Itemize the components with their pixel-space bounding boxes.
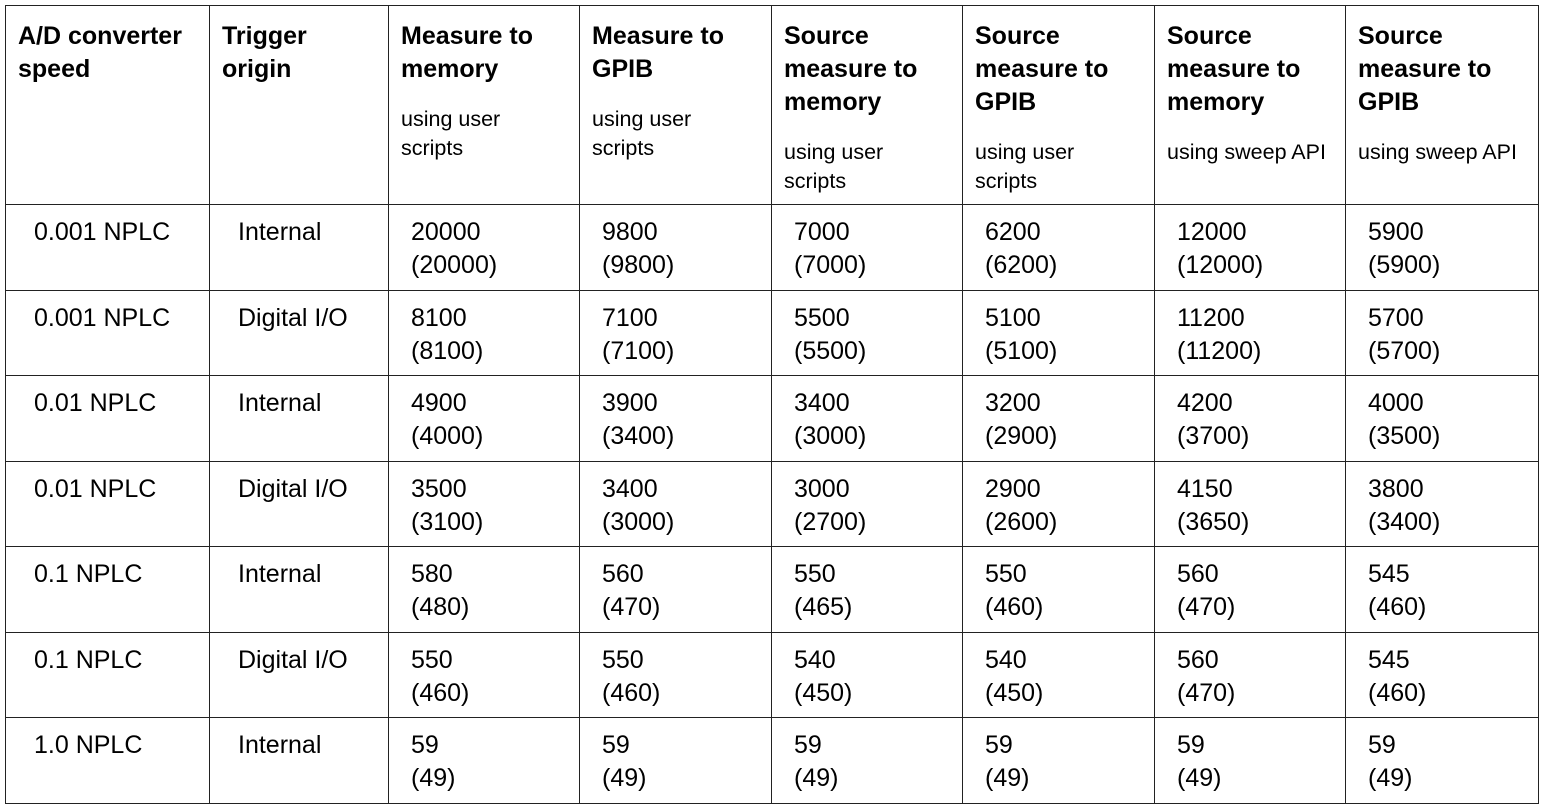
header-title: Measure to memory — [401, 22, 533, 83]
rate-value: 59 — [1368, 731, 1396, 759]
cell-rate — [389, 632, 580, 718]
cell-ad-speed: 0.1 NPLC — [6, 547, 210, 633]
rate-value: 11200 — [1177, 303, 1245, 332]
cell-rate — [1346, 547, 1539, 633]
header-subtitle: using user scripts — [401, 107, 501, 160]
rate-value-alt: (3500) — [1368, 422, 1441, 450]
cell-rate — [580, 290, 772, 376]
cell-rate — [1155, 205, 1346, 291]
rate-value: 4900 — [411, 389, 467, 417]
rate-value: 545 — [1368, 560, 1410, 588]
cell-rate — [963, 461, 1155, 547]
cell-rate — [963, 718, 1155, 804]
rate-value-alt: (6200) — [985, 251, 1058, 279]
rate-value-alt: (9800) — [602, 251, 675, 279]
rate-value-alt: (3000) — [794, 422, 867, 450]
rate-value-alt: (5700) — [1368, 336, 1441, 365]
cell-rate — [772, 290, 963, 376]
cell-rate — [580, 547, 772, 633]
header-subtitle: using sweep API — [1358, 140, 1517, 164]
cell-ad-speed: 0.001 NPLC — [6, 290, 210, 376]
header-subtitle: using user scripts — [592, 107, 692, 160]
rate-value-alt: (7000) — [794, 251, 867, 279]
cell-rate — [963, 632, 1155, 718]
rate-value-alt: (3100) — [411, 507, 484, 536]
header-trigger-origin — [210, 6, 389, 205]
rate-value: 2900 — [985, 474, 1041, 503]
cell-rate — [389, 205, 580, 291]
cell-trigger-origin: Internal — [210, 376, 389, 462]
rate-value: 580 — [411, 560, 453, 588]
cell-rate — [963, 205, 1155, 291]
cell-rate — [1346, 290, 1539, 376]
rate-value: 4150 — [1177, 474, 1233, 503]
header-ad-speed — [6, 6, 210, 205]
rate-value: 59 — [1177, 731, 1205, 759]
rate-value-alt: (5900) — [1368, 251, 1441, 279]
rate-value: 550 — [602, 645, 644, 674]
rate-value-alt: (465) — [794, 593, 853, 621]
cell-rate — [1155, 547, 1346, 633]
cell-rate — [772, 547, 963, 633]
speed-table — [5, 5, 1539, 804]
cell-rate — [963, 547, 1155, 633]
cell-rate — [772, 205, 963, 291]
rate-value-alt: (460) — [985, 593, 1044, 621]
rate-value: 540 — [794, 645, 836, 674]
rate-value: 550 — [794, 560, 836, 588]
rate-value-alt: (480) — [411, 593, 470, 621]
cell-rate — [580, 376, 772, 462]
table-row — [6, 632, 1539, 718]
table-row — [6, 547, 1539, 633]
table-header — [6, 6, 1539, 205]
cell-rate — [389, 718, 580, 804]
cell-rate — [772, 718, 963, 804]
rate-value: 59 — [602, 731, 630, 759]
cell-rate — [772, 376, 963, 462]
cell-rate — [1155, 718, 1346, 804]
cell-trigger-origin: Internal — [210, 718, 389, 804]
rate-value-alt: (11200) — [1177, 336, 1262, 365]
rate-value-alt: (460) — [1368, 593, 1427, 621]
rate-value: 7000 — [794, 218, 850, 246]
header-title: Source measure to GPIB — [1358, 22, 1492, 116]
rate-value-alt: (49) — [1177, 764, 1222, 792]
cell-rate — [772, 632, 963, 718]
header-subtitle: using sweep API — [1167, 140, 1326, 164]
table-row — [6, 461, 1539, 547]
cell-rate — [963, 290, 1155, 376]
header-source-measure-to-memory-sweep — [1155, 6, 1346, 205]
rate-value-alt: (470) — [602, 593, 661, 621]
header-title: Measure to GPIB — [592, 22, 724, 83]
rate-value-alt: (49) — [411, 764, 456, 792]
cell-trigger-origin: Digital I/O — [210, 632, 389, 718]
rate-value-alt: (450) — [985, 678, 1044, 707]
cell-rate — [1346, 205, 1539, 291]
table-row — [6, 718, 1539, 804]
rate-value-alt: (2600) — [985, 507, 1058, 536]
rate-value: 550 — [985, 560, 1027, 588]
rate-value: 3400 — [794, 389, 850, 417]
rate-value: 9800 — [602, 218, 658, 246]
header-title: Source measure to memory — [1167, 22, 1301, 116]
rate-value: 7100 — [602, 303, 658, 332]
cell-rate — [580, 632, 772, 718]
cell-rate — [580, 205, 772, 291]
rate-value: 3900 — [602, 389, 658, 417]
rate-value: 3000 — [794, 474, 850, 503]
header-title: Trigger origin — [222, 22, 307, 83]
cell-rate — [1155, 461, 1346, 547]
rate-value-alt: (460) — [411, 678, 470, 707]
cell-rate — [389, 461, 580, 547]
header-measure-to-memory — [389, 6, 580, 205]
cell-ad-speed: 0.1 NPLC — [6, 632, 210, 718]
header-row — [6, 6, 1539, 205]
rate-value: 3200 — [985, 389, 1041, 417]
rate-value: 4000 — [1368, 389, 1424, 417]
rate-value: 59 — [794, 731, 822, 759]
table-body — [6, 205, 1539, 804]
header-measure-to-gpib — [580, 6, 772, 205]
cell-rate — [1155, 376, 1346, 462]
header-title: A/D converter speed — [18, 22, 182, 83]
rate-value-alt: (450) — [794, 678, 853, 707]
rate-value-alt: (3650) — [1177, 507, 1250, 536]
cell-trigger-origin: Digital I/O — [210, 461, 389, 547]
header-source-measure-to-memory-scripts — [772, 6, 963, 205]
rate-value: 540 — [985, 645, 1027, 674]
cell-ad-speed: 0.001 NPLC — [6, 205, 210, 291]
rate-value-alt: (5500) — [794, 336, 867, 365]
rate-value: 20000 — [411, 218, 481, 246]
rate-value-alt: (470) — [1177, 593, 1236, 621]
rate-value-alt: (3400) — [1368, 507, 1441, 536]
table-row — [6, 376, 1539, 462]
rate-value: 3400 — [602, 474, 658, 503]
rate-value: 5900 — [1368, 218, 1424, 246]
rate-value-alt: (49) — [794, 764, 839, 792]
cell-trigger-origin: Internal — [210, 205, 389, 291]
rate-value-alt: (49) — [985, 764, 1030, 792]
cell-rate — [1155, 290, 1346, 376]
cell-ad-speed: 0.01 NPLC — [6, 376, 210, 462]
rate-value-alt: (470) — [1177, 678, 1236, 707]
rate-value-alt: (2700) — [794, 507, 867, 536]
cell-ad-speed: 1.0 NPLC — [6, 718, 210, 804]
rate-value-alt: (7100) — [602, 336, 675, 365]
cell-rate — [1346, 718, 1539, 804]
rate-value-alt: (460) — [1368, 678, 1427, 707]
rate-value: 3800 — [1368, 474, 1424, 503]
rate-value-alt: (5100) — [985, 336, 1058, 365]
rate-value-alt: (4000) — [411, 422, 484, 450]
rate-value: 5700 — [1368, 303, 1424, 332]
rate-value-alt: (49) — [602, 764, 647, 792]
rate-value: 550 — [411, 645, 453, 674]
rate-value-alt: (3000) — [602, 507, 675, 536]
rate-value-alt: (3400) — [602, 422, 675, 450]
cell-rate — [389, 290, 580, 376]
cell-rate — [1346, 376, 1539, 462]
rate-value-alt: (12000) — [1177, 251, 1264, 279]
rate-value-alt: (8100) — [411, 336, 484, 365]
header-title: Source measure to GPIB — [975, 22, 1109, 116]
header-source-measure-to-gpib-sweep — [1346, 6, 1539, 205]
rate-value: 3500 — [411, 474, 467, 503]
cell-rate — [772, 461, 963, 547]
cell-rate — [1346, 632, 1539, 718]
rate-value: 59 — [985, 731, 1013, 759]
cell-rate — [389, 376, 580, 462]
cell-trigger-origin: Internal — [210, 547, 389, 633]
rate-value: 6200 — [985, 218, 1041, 246]
rate-value: 560 — [602, 560, 644, 588]
header-source-measure-to-gpib-scripts — [963, 6, 1155, 205]
cell-rate — [580, 461, 772, 547]
cell-rate — [1155, 632, 1346, 718]
rate-value: 59 — [411, 731, 439, 759]
rate-value-alt: (3700) — [1177, 422, 1250, 450]
rate-value: 545 — [1368, 645, 1410, 674]
header-title: Source measure to memory — [784, 22, 918, 116]
rate-value-alt: (49) — [1368, 764, 1413, 792]
rate-value: 12000 — [1177, 218, 1247, 246]
rate-value: 4200 — [1177, 389, 1233, 417]
cell-rate — [963, 376, 1155, 462]
table-row — [6, 290, 1539, 376]
header-subtitle: using user scripts — [784, 140, 884, 193]
rate-value: 5500 — [794, 303, 850, 332]
table-row — [6, 205, 1539, 291]
rate-value: 8100 — [411, 303, 467, 332]
rate-value: 560 — [1177, 560, 1219, 588]
header-subtitle: using user scripts — [975, 140, 1075, 193]
rate-value-alt: (2900) — [985, 422, 1058, 450]
cell-trigger-origin: Digital I/O — [210, 290, 389, 376]
cell-rate — [389, 547, 580, 633]
cell-rate — [1346, 461, 1539, 547]
rate-value-alt: (460) — [602, 678, 661, 707]
rate-value-alt: (20000) — [411, 251, 498, 279]
cell-rate — [580, 718, 772, 804]
cell-ad-speed: 0.01 NPLC — [6, 461, 210, 547]
rate-value: 5100 — [985, 303, 1041, 332]
rate-value: 560 — [1177, 645, 1219, 674]
